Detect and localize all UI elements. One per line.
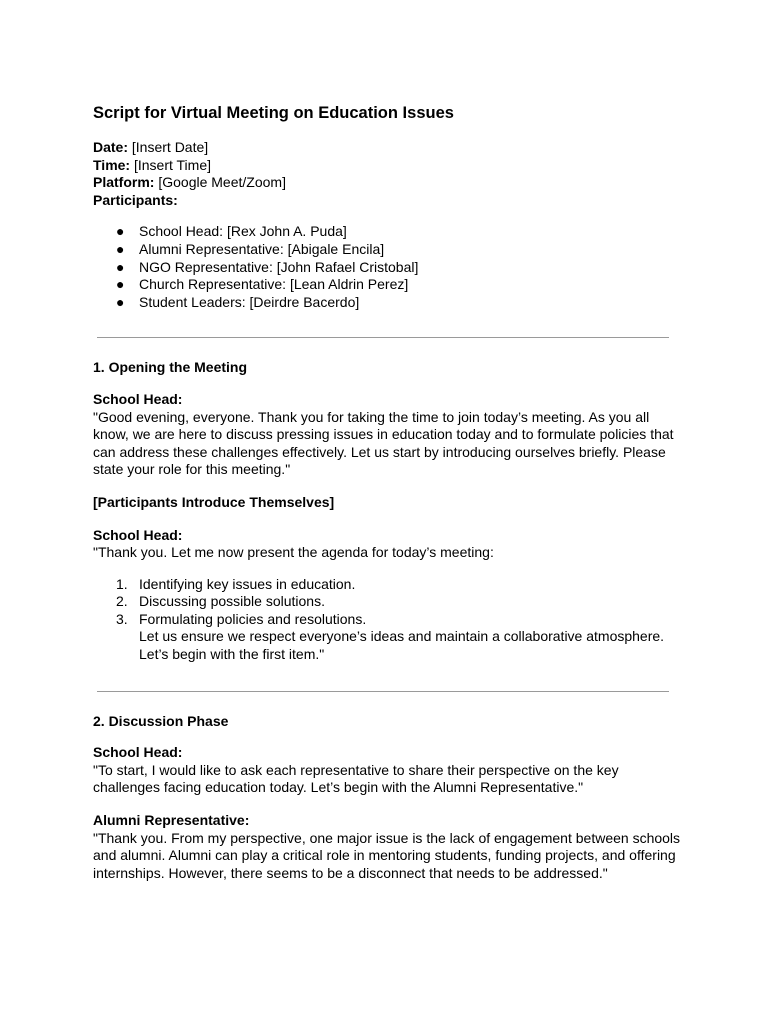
list-item (93, 611, 683, 664)
bullet-icon: ● (116, 293, 125, 310)
document-title: Script for Virtual Meeting on Education Issues (93, 104, 454, 122)
list-number: 2. (116, 593, 128, 610)
list-item (93, 241, 683, 259)
participant-text: NGO Representative: [John Rafael Cristobal] (139, 258, 419, 275)
speech-paragraph: "Thank you. From my perspective, one major issue is the lack of engagement between schools and alumni. Alumni can play a critical role in mentoring students, funding projects, and offering internships. However, there seems to be a disconnect that needs to be addressed." (93, 829, 681, 881)
stage-direction: [Participants Introduce Themselves] (93, 493, 335, 510)
participants-list (93, 223, 683, 311)
meta-time-value: [Insert Time] (130, 156, 212, 173)
speaker-label: Alumni Representative: (93, 812, 250, 829)
meta-platform-label: Platform: (93, 174, 155, 191)
horizontal-divider (97, 337, 669, 338)
meta-date-value: [Insert Date] (128, 139, 209, 155)
meta-platform (93, 174, 683, 192)
meta-time (93, 157, 683, 175)
list-item (93, 259, 683, 277)
participant-text: Student Leaders: [Deirdre Bacerdo] (139, 293, 360, 310)
meta-date-label: Date: (93, 139, 129, 155)
section-heading-discussion: 2. Discussion Phase (93, 712, 229, 729)
list-item (93, 223, 683, 241)
agenda-text: Discussing possible solutions. (139, 593, 325, 610)
list-item (93, 576, 683, 594)
speaker-label: School Head: (93, 744, 183, 761)
speaker-label: School Head: (93, 390, 183, 407)
list-number: 3. (116, 610, 128, 627)
list-item (93, 593, 683, 611)
agenda-text: Identifying key issues in education. (139, 575, 356, 592)
bullet-icon: ● (116, 223, 125, 240)
list-number: 1. (116, 575, 128, 592)
meta-participants (93, 192, 683, 210)
meta-participants-label: Participants: (93, 191, 178, 208)
agenda-list (93, 576, 683, 664)
bullet-icon: ● (116, 276, 125, 293)
meta-time-label: Time: (93, 156, 131, 173)
speaker-label: School Head: (93, 526, 183, 543)
bullet-icon: ● (116, 258, 125, 275)
document-page (93, 103, 683, 882)
speech-paragraph: "To start, I would like to ask each representative to share their perspective on the key challenges facing education today. Let’s begin with the Alumni Representative." (93, 761, 619, 796)
list-item (93, 276, 683, 294)
bullet-icon: ● (116, 240, 125, 257)
agenda-text: Formulating policies and resolutions. (139, 610, 367, 627)
list-item (93, 294, 683, 312)
speech-paragraph: "Thank you. Let me now present the agenda for today’s meeting: (93, 544, 494, 561)
horizontal-divider (97, 691, 669, 692)
agenda-continuation: Let us ensure we respect everyone’s ideas and maintain a collaborative atmosphere. Let’s begin with the first item." (139, 628, 665, 663)
meta-platform-value: [Google Meet/Zoom] (154, 174, 286, 191)
participant-text: School Head: [Rex John A. Puda] (139, 223, 347, 240)
participant-text: Church Representative: [Lean Aldrin Perez] (139, 276, 409, 293)
participant-text: Alumni Representative: [Abigale Encila] (139, 240, 385, 257)
section-heading-opening: 1. Opening the Meeting (93, 359, 248, 376)
meta-date (93, 139, 683, 157)
speech-paragraph: "Good evening, everyone. Thank you for taking the time to join today’s meeting. As you all know, we are here to discuss pressing issues in education today and to formulate policies that can address these challenges effectively. Let us start by introducing ourselves briefly. Please state your role for this meeting." (93, 408, 674, 478)
